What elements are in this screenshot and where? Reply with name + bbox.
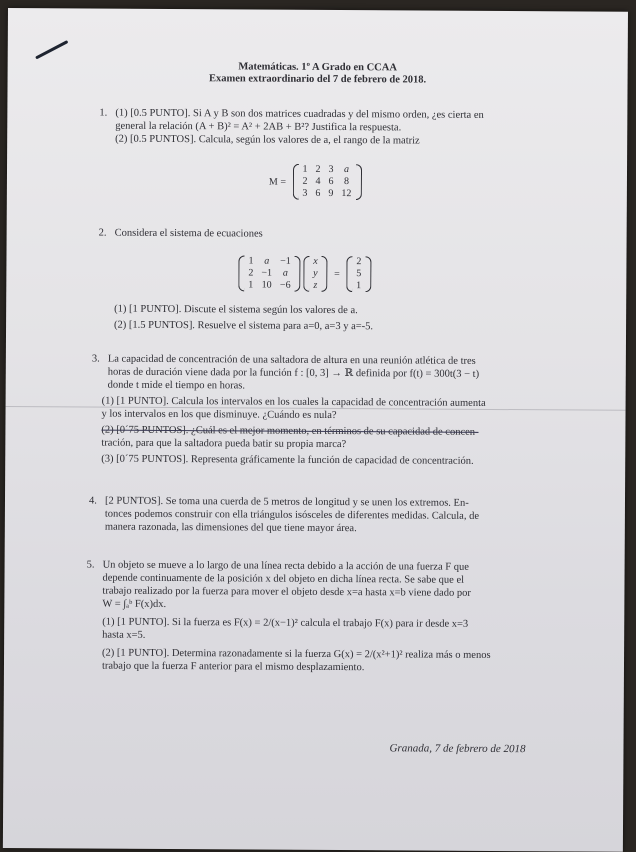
system-matrix <box>238 255 371 292</box>
variable-vector <box>303 256 328 292</box>
matrix-cell: 5 <box>356 268 362 280</box>
q5-line4: W = ∫ₐᵇ F(x)dx. <box>102 598 167 610</box>
question-number: 1. <box>99 107 108 119</box>
matrix-m <box>265 164 362 201</box>
matrix-cell: −6 <box>279 279 291 291</box>
matrix-cell: 2 <box>315 163 321 175</box>
coefficient-table <box>244 255 295 291</box>
question-5 <box>86 558 491 674</box>
matrix-cell: 3 <box>302 187 308 199</box>
q3-part2-line2: tración, para que la saltadora pueda batir su propia marca? <box>101 437 347 451</box>
q5-part2-line2: trabajo que la fuerza F anterior para el mismo desplazamiento. <box>101 660 365 674</box>
question-1 <box>99 107 484 148</box>
q3-line3: donde t mide el tiempo en horas. <box>107 379 246 392</box>
exam-subtitle: Examen extraordinario del 7 de febrero de 2018. <box>208 73 427 86</box>
matrix-cell: a <box>344 164 350 176</box>
matrix-cell: 1 <box>356 280 362 292</box>
matrix-cell: 2 <box>302 175 308 187</box>
matrix-cell: z <box>313 279 318 291</box>
matrix-cell: 6 <box>328 175 334 187</box>
matrix-cell: 1 <box>248 279 254 291</box>
matrix-label: M = <box>268 176 287 188</box>
matrix-m-table <box>298 164 355 200</box>
question-2-parts <box>114 303 373 334</box>
q3-part2-line1: (2) [0´75 PUNTOS]. ¿Cuál es el mejor momento, en términos de su capacidad de concen- <box>101 424 479 438</box>
question-number: 5. <box>86 559 95 571</box>
q3-part1-line2: y los intervalos en los que disminuye. ¿Cuándo es nula? <box>101 408 337 422</box>
exam-sheet <box>3 8 628 852</box>
question-number: 4. <box>88 495 97 507</box>
q4-line1: [2 PUNTOS]. Se toma una cuerda de 5 metros de longitud y se unen los extremos. En- <box>104 495 469 509</box>
q4-line2: tonces podemos construir con ella triángulos isósceles de diferentes medidas. Calcula, de <box>104 508 480 522</box>
matrix-cell: 12 <box>341 188 352 200</box>
matrix-cell: a <box>264 255 270 267</box>
q1-part1-line2: general la relación (A + B)² = A² + 2AB + B²? Justifica la respuesta. <box>115 120 402 134</box>
q5-part2-line1: (2) [1 PUNTO]. Determina razonadamente si la fuerza G(x) = 2/(x²+1)² realiza más o menos <box>102 647 491 661</box>
q2-intro: Considera el sistema de ecuaciones <box>114 227 263 240</box>
q5-line2: depende continuamente de la posición x del objeto en dicha línea recta. Se sabe que el <box>102 572 465 586</box>
rhs-table <box>352 256 365 292</box>
exam-title: Matemáticas. 1º A Grado en CCAA <box>238 61 397 74</box>
matrix-cell: 6 <box>315 187 321 199</box>
q3-line2: horas de duración viene dada por la función f : [0, 3] → ℝ definida por f(t) = 300t(3 − t) <box>107 366 480 380</box>
matrix-cell: 4 <box>315 175 321 187</box>
matrix-cell: y <box>313 267 318 279</box>
matrix-cell: 10 <box>261 279 272 291</box>
q2-part1: (1) [1 PUNTO]. Discute el sistema según los valores de a. <box>114 303 358 317</box>
matrix-cell: 9 <box>328 187 334 199</box>
question-3 <box>91 353 486 468</box>
question-4 <box>89 495 479 536</box>
pen-mark <box>35 40 68 59</box>
matrix-cell: 1 <box>302 163 308 175</box>
q1-part1-line1: (1) [0.5 PUNTO]. Si A y B son dos matrices cuadradas y del mismo orden, ¿es cierta en <box>115 107 484 121</box>
q2-part2: (2) [1.5 PUNTOS]. Resuelve el sistema para a=0, a=3 y a=-5. <box>114 319 374 333</box>
rhs-vector <box>346 256 371 292</box>
matrix-cell: 8 <box>343 176 350 188</box>
coefficient-matrix <box>238 255 301 291</box>
q3-line1: La capacidad de concentración de una saltadora de altura en una reunión atlética de tres <box>107 353 476 367</box>
question-number: 2. <box>98 227 107 239</box>
matrix-cell: x <box>313 255 318 267</box>
variable-table <box>309 256 322 292</box>
q1-part2: (2) [0.5 PUNTOS]. Calcula, según los valores de a, el rango de la matriz <box>115 133 420 147</box>
matrix-cell: 1 <box>248 255 254 267</box>
equals-sign: = <box>334 268 340 280</box>
matrix-m-bracket <box>292 164 361 200</box>
matrix-cell: −1 <box>261 267 273 279</box>
matrix-cell: 2 <box>248 267 254 279</box>
q5-part1-line2: hasta x=5. <box>102 629 146 641</box>
q5-line3: trabajo realizado por la fuerza para mover el objeto desde x=a hasta x=b viene dado por <box>102 585 471 599</box>
q3-part3: (3) [0´75 PUNTOS]. Representa gráficamente la función de capacidad de concentración. <box>101 453 474 467</box>
q5-part1-line1: (1) [1 PUNTO]. Si la fuerza es F(x) = 2/(x−1)² calcula el trabajo F(x) para ir desde x=3 <box>102 616 469 630</box>
question-number: 3. <box>91 353 100 365</box>
q4-line3: manera razonada, las dimensiones del que tiene mayor área. <box>104 521 357 535</box>
matrix-cell: 2 <box>356 256 362 268</box>
q5-line1: Un objeto se mueve a lo largo de una línea recta debido a la acción de una fuerza F que <box>102 559 469 573</box>
matrix-cell: −1 <box>280 255 291 267</box>
place-date-signature: Granada, 7 de febrero de 2018 <box>389 742 526 756</box>
q3-part1-line1: (1) [1 PUNTO]. Calcula los intervalos en los cuales la capacidad de concentración aumenta <box>101 395 486 409</box>
question-2 <box>99 227 263 241</box>
matrix-cell: 3 <box>328 163 334 175</box>
matrix-cell: a <box>282 267 288 279</box>
